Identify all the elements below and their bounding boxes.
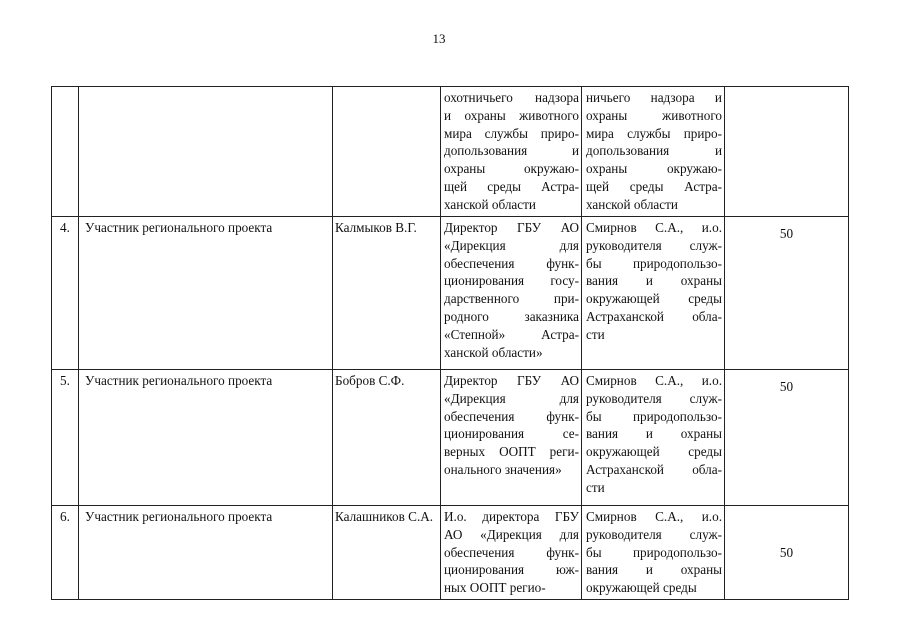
cell-line: «Дирекция для: [444, 390, 579, 406]
cell-line: бы природопользо-: [586, 544, 722, 560]
cell-line: допользования и: [444, 143, 579, 159]
cell-line: ционирования юж-: [444, 562, 579, 578]
cell-line: ничьего надзора и: [586, 90, 722, 105]
cell-line: Астраханской обла-: [586, 308, 722, 324]
cell-line: Смирнов С.А., и.о.: [586, 373, 722, 388]
supervisor-cell: [582, 217, 725, 370]
cell-line: Директор ГБУ АО: [444, 373, 579, 388]
cell-line: и охраны животного: [444, 107, 579, 123]
cell-line: охраны окружаю-: [586, 161, 722, 177]
cell-line: щей среды Астра-: [444, 178, 579, 194]
cell-line: сти: [586, 479, 605, 495]
cell-line: допользования и: [586, 143, 722, 159]
row-number: 6.: [52, 506, 79, 600]
role-cell: Участник регионального проекта: [79, 506, 333, 600]
percent-cell: 50: [725, 217, 849, 370]
table-row: [52, 217, 849, 370]
supervisor-cell: [582, 87, 725, 217]
cell-line: И.о. директора ГБУ: [444, 509, 579, 524]
cell-line: ных ООПТ регио-: [444, 580, 546, 596]
percent-cell: 50: [725, 370, 849, 506]
cell-line: ханской области: [444, 196, 536, 212]
cell-line: мира службы приро-: [444, 125, 579, 141]
role-cell: Участник регионального проекта: [79, 370, 333, 506]
participants-table: [51, 86, 849, 600]
cell-line: ционирования се-: [444, 426, 579, 442]
position-cell: [441, 370, 582, 506]
table-row: [52, 506, 849, 600]
name-cell: Бобров С.Ф.: [333, 370, 441, 506]
cell-line: охотничьего надзора: [444, 90, 579, 105]
row-number: [52, 87, 79, 217]
cell-line: охраны животного: [586, 107, 722, 123]
cell-line: АО «Дирекция для: [444, 526, 579, 542]
cell-line: вания и охраны: [586, 562, 722, 578]
position-cell: [441, 217, 582, 370]
cell-line: «Дирекция для: [444, 237, 579, 253]
cell-line: родного заказника: [444, 308, 579, 324]
cell-line: обеспечения функ-: [444, 408, 579, 424]
cell-line: окружающей среды: [586, 291, 722, 307]
cell-line: Смирнов С.А., и.о.: [586, 220, 722, 235]
name-cell: Калмыков В.Г.: [333, 217, 441, 370]
percent-cell: 50: [725, 506, 849, 600]
cell-line: руководителя служ-: [586, 526, 722, 542]
cell-line: ционирования госу-: [444, 273, 579, 289]
name-cell: [333, 87, 441, 217]
cell-line: бы природопользо-: [586, 255, 722, 271]
name-cell: Калашников С.А.: [333, 506, 441, 600]
cell-line: онального значения»: [444, 461, 562, 477]
row-number: 5.: [52, 370, 79, 506]
cell-line: Астраханской обла-: [586, 461, 722, 477]
cell-line: верных ООПТ реги-: [444, 444, 579, 460]
cell-line: охраны окружаю-: [444, 161, 579, 177]
cell-line: обеспечения функ-: [444, 255, 579, 271]
page-number: 13: [432, 31, 446, 46]
cell-line: вания и охраны: [586, 426, 722, 442]
cell-line: окружающей среды: [586, 580, 697, 596]
cell-line: сти: [586, 326, 605, 342]
cell-line: мира службы приро-: [586, 125, 722, 141]
cell-line: вания и охраны: [586, 273, 722, 289]
role-cell: Участник регионального проекта: [79, 217, 333, 370]
cell-line: окружающей среды: [586, 444, 722, 460]
supervisor-cell: [582, 506, 725, 600]
cell-line: щей среды Астра-: [586, 178, 722, 194]
cell-line: Директор ГБУ АО: [444, 220, 579, 235]
supervisor-cell: [582, 370, 725, 506]
cell-line: дарственного при-: [444, 291, 579, 307]
cell-line: бы природопользо-: [586, 408, 722, 424]
position-cell: [441, 87, 582, 217]
cell-line: «Степной» Астра-: [444, 326, 579, 342]
row-number: 4.: [52, 217, 79, 370]
cell-line: Смирнов С.А., и.о.: [586, 509, 722, 524]
cell-line: ханской области: [586, 196, 678, 212]
position-cell: [441, 506, 582, 600]
percent-cell: [725, 87, 849, 217]
cell-line: ханской области»: [444, 344, 543, 360]
cell-line: руководителя служ-: [586, 237, 722, 253]
role-cell: [79, 87, 333, 217]
table-row: [52, 370, 849, 506]
table-row: [52, 87, 849, 217]
cell-line: руководителя служ-: [586, 390, 722, 406]
cell-line: обеспечения функ-: [444, 544, 579, 560]
